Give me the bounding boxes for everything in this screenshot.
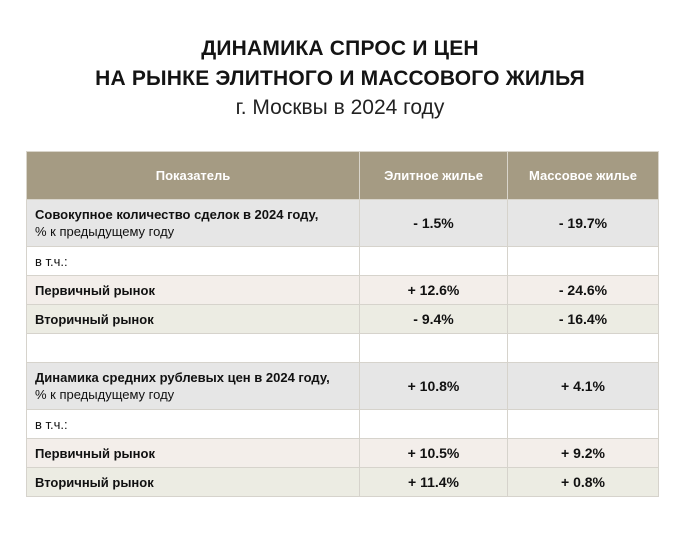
table-row [27,305,659,334]
mass-value [508,247,659,276]
mass-value: - 16.4% [508,305,659,334]
table-row [27,363,659,410]
row-label-cell [27,363,360,410]
mass-value: + 4.1% [508,363,659,410]
row-label: в т.ч.: [27,247,360,276]
elite-value: - 9.4% [360,305,508,334]
subtitle: г. Москвы в 2024 году [235,96,445,119]
row-label: Динамика средних рублевых цен в 2024 году, [35,370,330,385]
table-row [27,276,659,305]
data-table [26,151,659,497]
table-row [27,334,659,363]
title-line-2: НА РЫНКЕ ЭЛИТНОГО И МАССОВОГО ЖИЛЬЯ [95,67,585,90]
header-mass: Массовое жилье [508,152,659,200]
row-note: % к предыдущему году [35,224,175,239]
title-line-1: ДИНАМИКА СПРОС И ЦЕН [201,37,479,60]
table-header-row [27,152,659,200]
elite-value: + 10.5% [360,439,508,468]
elite-value: - 1.5% [360,200,508,247]
elite-value: + 10.8% [360,363,508,410]
title-block [0,34,680,122]
row-label-cell [27,200,360,247]
row-label [27,334,360,363]
table-row [27,200,659,247]
elite-value: + 11.4% [360,468,508,497]
elite-value [360,247,508,276]
table-row [27,410,659,439]
mass-value: + 9.2% [508,439,659,468]
table-row [27,439,659,468]
row-note: % к предыдущему году [35,387,175,402]
mass-value [508,334,659,363]
table-row [27,468,659,497]
row-label: Вторичный рынок [27,305,360,334]
row-label: Вторичный рынок [27,468,360,497]
elite-value [360,334,508,363]
table-row [27,247,659,276]
mass-value: + 0.8% [508,468,659,497]
header-indicator: Показатель [27,152,360,200]
elite-value: + 12.6% [360,276,508,305]
header-elite: Элитное жилье [360,152,508,200]
row-label: в т.ч.: [27,410,360,439]
mass-value [508,410,659,439]
mass-value: - 19.7% [508,200,659,247]
row-label: Совокупное количество сделок в 2024 году, [35,207,319,222]
row-label: Первичный рынок [27,439,360,468]
row-label: Первичный рынок [27,276,360,305]
mass-value: - 24.6% [508,276,659,305]
elite-value [360,410,508,439]
